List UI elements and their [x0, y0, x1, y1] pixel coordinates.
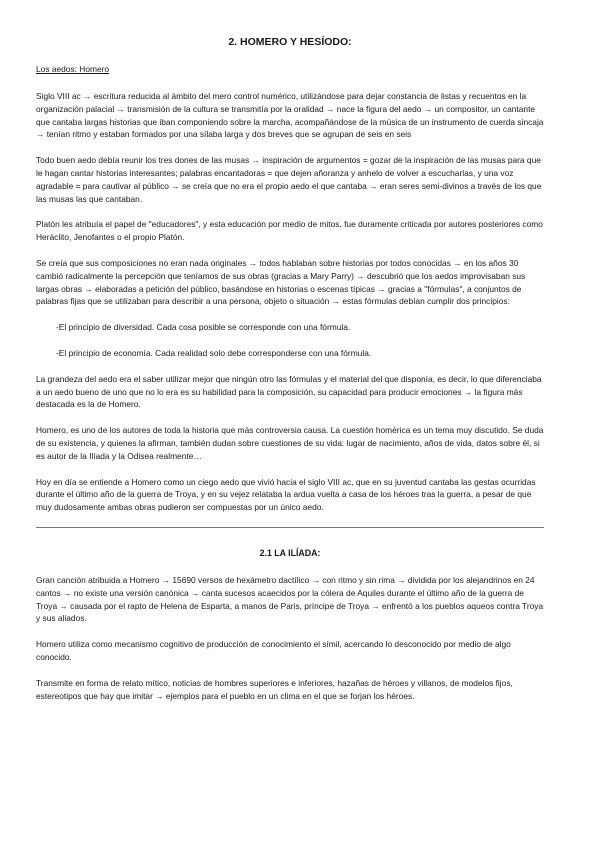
paragraph-iliada-simil: Homero utiliza como mecanismo cognitivo de producción de conocimiento el símil, acercando lo desconocido por medio de algo conocido.: [36, 639, 511, 662]
paragraph-grandeza: La grandeza del aedo era el saber utilizar mejor que ningún otro las fórmulas y el material del que disponía, es decir, lo que diferenciaba a un aedo bueno de uno que no lo era es su habilidad para la composición, su capacidad para producir emociones → la figura más destacada es la de Homero.: [36, 373, 542, 410]
principle-economy: -El principio de economía. Cada realidad solo debe corresponderse con una fórmula.: [56, 347, 372, 358]
principle-diversity: -El principio de diversidad. Cada cosa posible se corresponde con una fórmula.: [56, 322, 351, 333]
paragraph-platon: Platón les atribuía el papel de "educadores", y esta educación por medio de mitos, fue duramente criticada por autores posteriores como Heráclito, Jenofantes o el propio Platón.: [36, 219, 543, 243]
section-divider: [36, 527, 544, 528]
paragraph-iliada-relato: Transmite en forma de relato mítico, noticias de hombres superiores e inferiores, hazañas de héroes y villanos, de modelos fijos, estereotipos que hay que imitar → ejemplos para el pueblo en un clima en el que se forjan los héroes.: [36, 677, 513, 701]
paragraph-homero-hoy: Hoy en día se entiende a Homero como un ciego aedo que vivió hacia el siglo VIII ac, que en su juventud cantaba las gestas ocurridas durante el último año de la guerra de Troya, y en su vejez relataba la ardua vuelta a casa de los héroes tras la guerra, a pesar de que muy dudosamente ambas obras pudieron ser compuestas por un único aedo.: [36, 476, 536, 513]
paragraph-iliada-cancion: Gran canción atribuida a Homero → 15690 versos de hexámetro dactílico → con ritmo y sin rima → dividida por los alejandrinos en 24 cantos → no existe una versión canónica → canta sucesos acaecidos por la cólera de Aquiles durante el último año de la guerra de Troya → causada por el rapto de Helena de Esparta, a manos de Paris, príncipe de Troya → enfrentó a los pueblos aqueos contra Troya y sus aliados.: [36, 574, 544, 624]
paragraph-formulas: Se creía que sus composiciones no eran nada originales → todos hablaban sobre historias por todos conocidas → en los años 30 cambió radicalmente la percepción que teníamos de sus obras (gracias a Mary Parry) → descubrió que los aedos improvisaban sus largas obras → elaboradas a petición del público, basándose en historias o escenas típicas → gracias a "fórmulas", a conjuntos de palabras fijas que se utilizaban para describir a una persona, objeto o situación → estas fórmulas debían cumplir dos principios:: [36, 257, 526, 307]
paragraph-siglo: Siglo VIII ac → escritura reducida al ámbito del mero control numérico, utilizándose para dejar constancia de listas y recuentos en la organización palacial → transmisión de la cultura se transmitía por la oralidad → nace la figura del aedo → un compositor, un cantante que cantaba largas historias que iban componiendo sobre la marcha, acompañándose de la música de un instrumento de cuerda sincaja → tenían ritmo y estaban formados por una sílaba larga y dos breves que se agrupan de seis en seis: [36, 91, 544, 140]
paragraph-musas: Todo buen aedo debía reunir los tres dones de las musas → inspiración de argumentos = gozar de la inspiración de las musas para que le hagan cantar historias interesantes; palabras encantadoras = que dejen añoranza y anhelo de volver a escucharlas, y una voz agradable = para cautivar al público → se creía que no era el propio aedo el que cantaba → eran seres semi-divinos a través de los que las musas las que cantaban.: [36, 155, 542, 204]
section-title: 2.1 LA ILÍADA:: [259, 547, 321, 558]
paragraph-homero-controversia: Homero, es uno de los autores de toda la historia que más controversia causa. La cuestión homérica es un tema muy discutido. Se duda de su existencia, y quienes la afirman, también dudan sobre cuestiones de su vida: lugar de nacimiento, años de vida, datos sobre él, si es autor de la Ilíada y la Odisea realmente…: [36, 425, 544, 461]
document-title: 2. HOMERO Y HESÍODO:: [228, 36, 352, 48]
subheading: Los aedos: Homero: [36, 64, 110, 74]
